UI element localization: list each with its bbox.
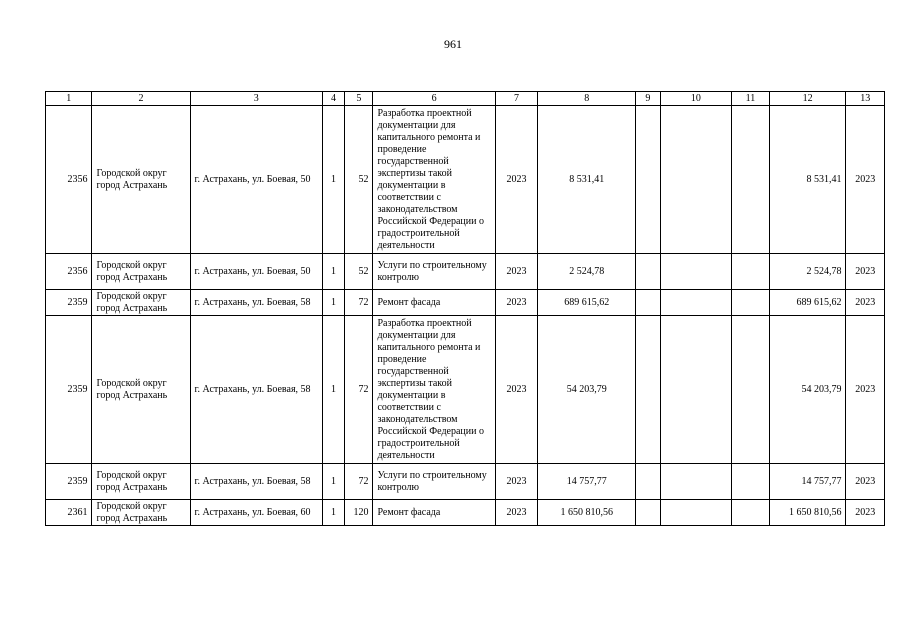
cell-col11 (732, 500, 769, 526)
column-header: 1 (46, 92, 92, 106)
cell-year: 2023 (495, 290, 537, 316)
cell-work-type: Ремонт фасада (373, 290, 495, 316)
data-table (45, 91, 885, 526)
cell-col4: 1 (322, 316, 344, 464)
cell-col11 (732, 464, 769, 500)
cell-address: г. Астрахань, ул. Боевая, 58 (190, 290, 322, 316)
cell-work-type: Услуги по строительному контролю (373, 464, 495, 500)
cell-year: 2023 (495, 106, 537, 254)
cell-col5: 52 (345, 254, 373, 290)
cell-year-end: 2023 (846, 464, 885, 500)
cell-work-type: Ремонт фасада (373, 500, 495, 526)
cell-col9 (636, 500, 660, 526)
cell-address: г. Астрахань, ул. Боевая, 58 (190, 464, 322, 500)
cell-amount-total: 1 650 810,56 (769, 500, 846, 526)
cell-col9 (636, 316, 660, 464)
cell-col9 (636, 106, 660, 254)
page-number: 961 (444, 37, 462, 51)
cell-municipality: Городской округ город Астрахань (92, 254, 190, 290)
cell-col5: 72 (345, 290, 373, 316)
cell-amount-total: 2 524,78 (769, 254, 846, 290)
cell-year: 2023 (495, 316, 537, 464)
cell-col11 (732, 106, 769, 254)
column-header: 8 (538, 92, 636, 106)
cell-work-type: Услуги по строительному контролю (373, 254, 495, 290)
cell-row-number: 2356 (46, 254, 92, 290)
cell-row-number: 2361 (46, 500, 92, 526)
cell-amount-total: 54 203,79 (769, 316, 846, 464)
cell-row-number: 2359 (46, 316, 92, 464)
cell-address: г. Астрахань, ул. Боевая, 50 (190, 106, 322, 254)
cell-address: г. Астрахань, ул. Боевая, 58 (190, 316, 322, 464)
cell-col5: 52 (345, 106, 373, 254)
header-row (46, 92, 885, 106)
cell-amount: 2 524,78 (538, 254, 636, 290)
cell-year-end: 2023 (846, 290, 885, 316)
cell-col9 (636, 254, 660, 290)
table-row (46, 290, 885, 316)
cell-amount: 689 615,62 (538, 290, 636, 316)
cell-amount: 8 531,41 (538, 106, 636, 254)
cell-col10 (660, 106, 732, 254)
cell-year-end: 2023 (846, 316, 885, 464)
column-header: 7 (495, 92, 537, 106)
table-row (46, 316, 885, 464)
cell-col11 (732, 254, 769, 290)
column-header: 4 (322, 92, 344, 106)
column-header: 2 (92, 92, 190, 106)
cell-year: 2023 (495, 500, 537, 526)
cell-col11 (732, 316, 769, 464)
cell-col10 (660, 316, 732, 464)
cell-municipality: Городской округ город Астрахань (92, 500, 190, 526)
cell-year-end: 2023 (846, 500, 885, 526)
cell-col10 (660, 464, 732, 500)
cell-col5: 120 (345, 500, 373, 526)
table-row (46, 500, 885, 526)
cell-work-type: Разработка проектной документации для капитального ремонта и проведение государственной экспертизы такой документации в соответствии с законодательством Российской Федерации о градостроительной деятельности (373, 106, 495, 254)
cell-amount: 14 757,77 (538, 464, 636, 500)
table-row (46, 254, 885, 290)
cell-col10 (660, 500, 732, 526)
cell-row-number: 2356 (46, 106, 92, 254)
cell-col10 (660, 254, 732, 290)
column-header: 12 (769, 92, 846, 106)
column-header: 5 (345, 92, 373, 106)
column-header: 13 (846, 92, 885, 106)
cell-municipality: Городской округ город Астрахань (92, 464, 190, 500)
cell-row-number: 2359 (46, 290, 92, 316)
cell-col4: 1 (322, 290, 344, 316)
cell-col4: 1 (322, 254, 344, 290)
cell-col4: 1 (322, 500, 344, 526)
cell-amount: 1 650 810,56 (538, 500, 636, 526)
cell-year-end: 2023 (846, 106, 885, 254)
cell-year: 2023 (495, 464, 537, 500)
table-row (46, 464, 885, 500)
cell-address: г. Астрахань, ул. Боевая, 50 (190, 254, 322, 290)
cell-col4: 1 (322, 106, 344, 254)
cell-municipality: Городской округ город Астрахань (92, 106, 190, 254)
cell-col11 (732, 290, 769, 316)
cell-amount-total: 689 615,62 (769, 290, 846, 316)
column-header: 9 (636, 92, 660, 106)
cell-row-number: 2359 (46, 464, 92, 500)
cell-work-type: Разработка проектной документации для капитального ремонта и проведение государственной экспертизы такой документации в соответствии с законодательством Российской Федерации о градостроительной деятельности (373, 316, 495, 464)
cell-col10 (660, 290, 732, 316)
cell-year: 2023 (495, 254, 537, 290)
cell-col9 (636, 290, 660, 316)
cell-col5: 72 (345, 464, 373, 500)
column-header: 3 (190, 92, 322, 106)
table-row (46, 106, 885, 254)
cell-year-end: 2023 (846, 254, 885, 290)
cell-amount-total: 8 531,41 (769, 106, 846, 254)
cell-amount: 54 203,79 (538, 316, 636, 464)
table-body (46, 106, 885, 526)
cell-col4: 1 (322, 464, 344, 500)
cell-col5: 72 (345, 316, 373, 464)
column-header: 10 (660, 92, 732, 106)
column-header: 11 (732, 92, 769, 106)
cell-municipality: Городской округ город Астрахань (92, 316, 190, 464)
cell-municipality: Городской округ город Астрахань (92, 290, 190, 316)
cell-address: г. Астрахань, ул. Боевая, 60 (190, 500, 322, 526)
cell-amount-total: 14 757,77 (769, 464, 846, 500)
cell-col9 (636, 464, 660, 500)
column-header: 6 (373, 92, 495, 106)
